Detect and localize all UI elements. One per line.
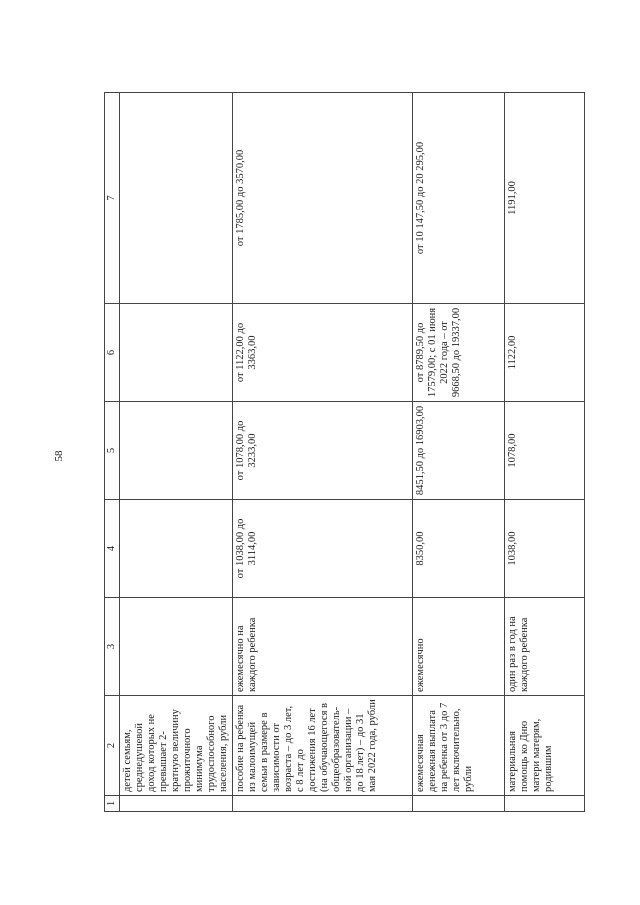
cell-amount-col5	[120, 402, 233, 500]
cell-amount-col4: от 1038,00 до 3114,00	[233, 500, 413, 598]
header-col-2: 2	[105, 696, 120, 796]
cell-description: пособие на ребенка из малоимущей семьи в размере в зависимости от возраста – до 3 лет, с 8 лет до достижения 16 лет (на обучающегося в общеобразователь-ной организации – до 18 лет) – до 31 мая 2022 года, рубли	[233, 696, 413, 796]
benefits-table	[104, 92, 585, 812]
table-container	[104, 93, 585, 812]
table-header-row	[105, 93, 120, 812]
cell-amount-col4: 1038,00	[505, 500, 585, 598]
cell-amount-col7: от 10 147,50 до 20 295,00	[413, 93, 505, 304]
header-col-5: 5	[105, 402, 120, 500]
cell-amount-col7: 1191,00	[505, 93, 585, 304]
cell-periodicity: ежемесячно	[413, 598, 505, 696]
table-row	[120, 93, 233, 812]
cell-description: детей семьям, среднедушевой доход которых не превышает 2-кратную величину прожиточного минимума трудоспособного населения, рубли	[120, 696, 233, 796]
cell-amount-col5: от 1078,00 до 3233,00	[233, 402, 413, 500]
table-row	[413, 93, 505, 812]
cell-amount-col6	[120, 304, 233, 402]
header-col-3: 3	[105, 598, 120, 696]
cell-number	[233, 796, 413, 812]
cell-description: материальная помощь ко Дню матери матерям, родившим	[505, 696, 585, 796]
cell-amount-col6: от 1122,00 до 3363,00	[233, 304, 413, 402]
cell-amount-col4	[120, 500, 233, 598]
cell-periodicity	[120, 598, 233, 696]
page-number: 58	[53, 450, 65, 462]
cell-amount-col4: 8350,00	[413, 500, 505, 598]
cell-description: ежемесячная денежная выплата на ребенка от 3 до 7 лет включительно, рубли	[413, 696, 505, 796]
cell-amount-col5: 1078,00	[505, 402, 585, 500]
rotated-table-frame	[104, 93, 585, 812]
table-row	[233, 93, 413, 812]
cell-amount-col6: 1122,00	[505, 304, 585, 402]
cell-amount-col7	[120, 93, 233, 304]
cell-number	[505, 796, 585, 812]
cell-number	[413, 796, 505, 812]
header-col-4: 4	[105, 500, 120, 598]
header-col-1: 1	[105, 796, 120, 812]
cell-number	[120, 796, 233, 812]
table-row	[505, 93, 585, 812]
cell-amount-col7: от 1785,00 до 3570,00	[233, 93, 413, 304]
cell-amount-col6: от 8789,50 до 17579,00; с 01 июня 2022 года – от 9668,50 до 19337,00	[413, 304, 505, 402]
cell-amount-col5: 8451,50 до 16903,00	[413, 402, 505, 500]
header-col-7: 7	[105, 93, 120, 304]
header-col-6: 6	[105, 304, 120, 402]
cell-periodicity: один раз в год на каждого ребенка	[505, 598, 585, 696]
cell-periodicity: ежемесячно на каждого ребенка	[233, 598, 413, 696]
